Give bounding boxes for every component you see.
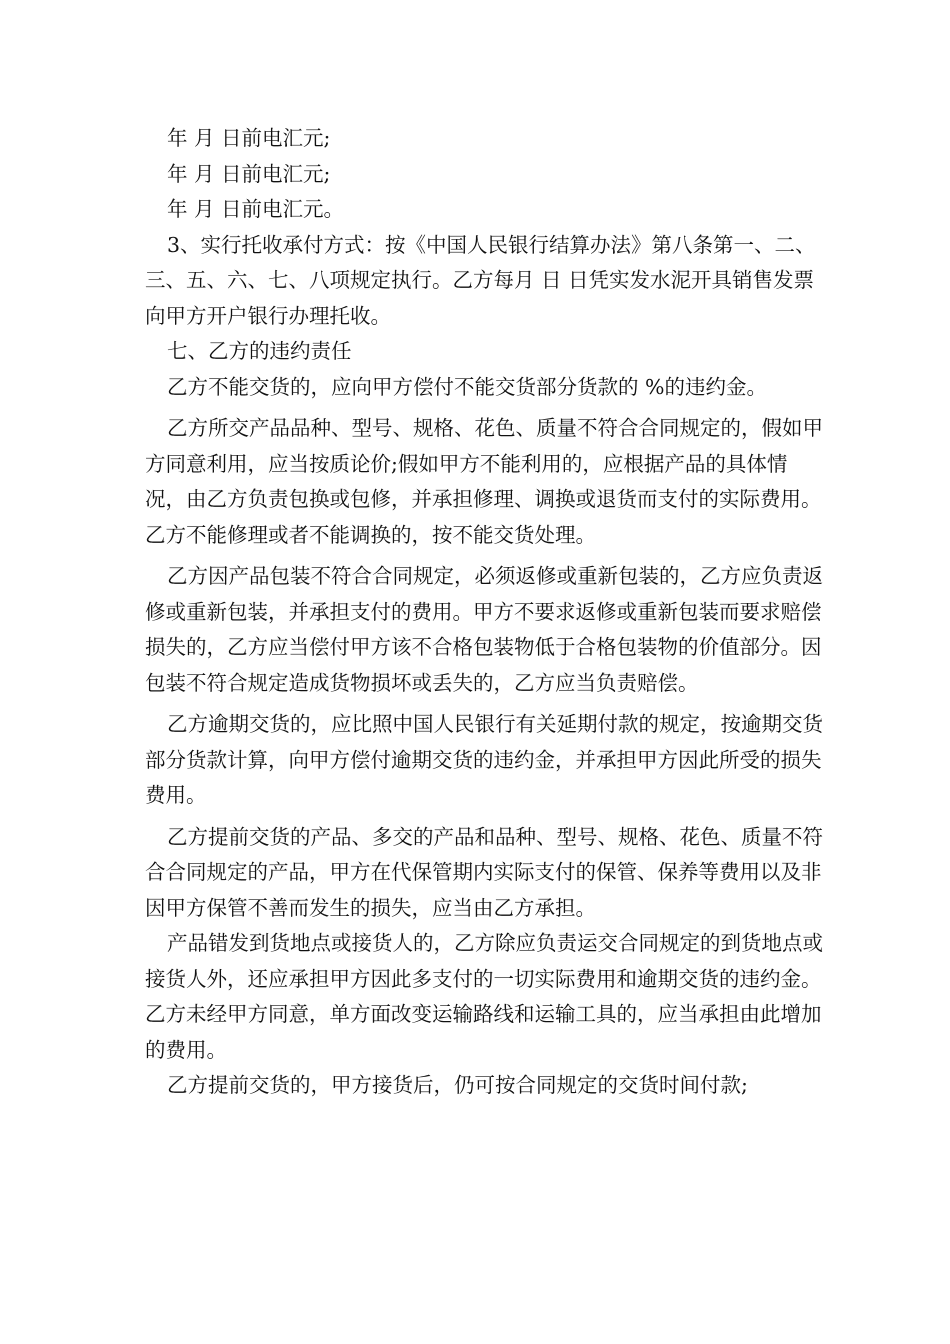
clause-non-delivery: 乙方不能交货的，应向甲方偿付不能交货部分货款的 %的违约金。 — [167, 374, 767, 399]
payment-line-3: 年 月 日前电汇元。 — [167, 197, 345, 221]
clause-packaging: 乙方因产品包装不符合合同规定，必须返修或重新包装的，乙方应负责返修或重新包装，并承担支付的费用。甲方不要求返修或重新包装而要求赔偿损失的，乙方应当偿付甲方该不合格包装物低于合格包装物的价值部分。因包装不符合规定造成货物损坏或丢失的，乙方应当负责赔偿。 — [145, 564, 823, 695]
payment-line-1: 年 月 日前电汇元; — [167, 126, 331, 150]
clause-late-delivery: 乙方逾期交货的，应比照中国人民银行有关延期付款的规定，按逾期交货部分货款计算，向甲方偿付逾期交货的违约金，并承担甲方因此所受的损失费用。 — [145, 712, 823, 807]
clause-early-delivery-payment: 乙方提前交货的，甲方接货后，仍可按合同规定的交货时间付款; — [167, 1073, 748, 1097]
document-body — [145, 121, 825, 1104]
payment-line-2: 年 月 日前电汇元; — [167, 161, 331, 186]
section-heading-breach-liability: 七、乙方的违约责任 — [167, 339, 352, 363]
clause-nonconforming-quality: 乙方所交产品品种、型号、规格、花色、质量不符合合同规定的，假如甲方同意利用，应当按质论价;假如甲方不能利用的，应根据产品的具体情况，由乙方负责包换或包修，并承担修理、调换或退货而支付的实际费用。乙方不能修理或者不能调换的，按不能交货处理。 — [145, 416, 823, 547]
clause-misdelivery: 产品错发到货地点或接货人的，乙方除应负责运交合同规定的到货地点或接货人外，还应承担甲方因此多支付的一切实际费用和逾期交货的违约金。乙方未经甲方同意，单方面改变运输路线和运输工具的，应当承担由此增加的费用。 — [145, 931, 823, 1062]
collection-payment-clause: 3、实行托收承付方式：按《中国人民银行结算办法》第八条第一、二、三、五、六、七、八项规定执行。乙方每月 日 日凭实发水泥开具销售发票向甲方开户银行办理托收。 — [145, 232, 816, 328]
clause-early-excess-delivery: 乙方提前交货的产品、多交的产品和品种、型号、规格、花色、质量不符合合同规定的产品，甲方在代保管期内实际支付的保管、保养等费用以及非因甲方保管不善而发生的损失，应当由乙方承担。 — [145, 824, 823, 920]
